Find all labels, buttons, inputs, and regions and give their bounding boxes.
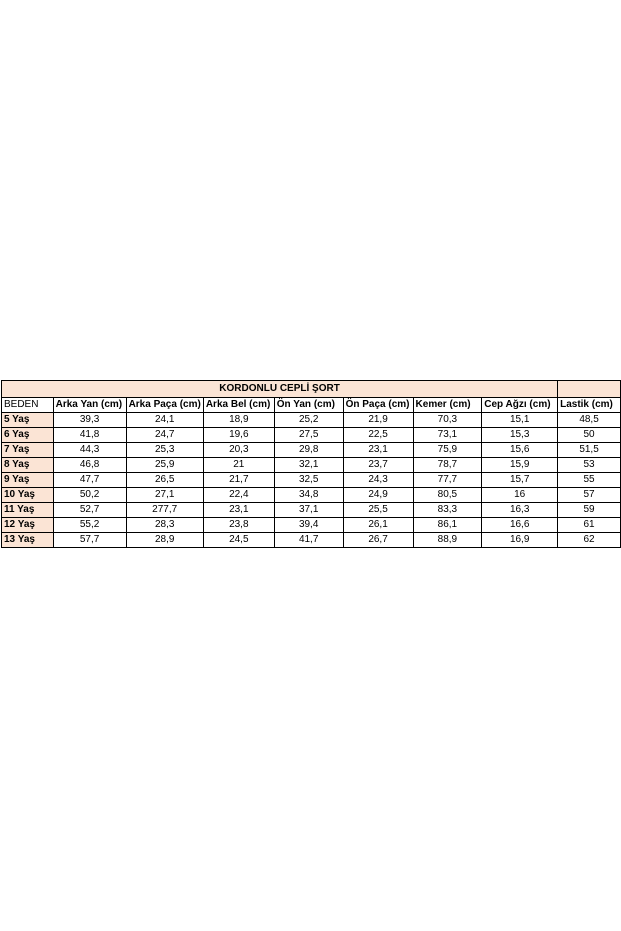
column-header: Ön Yan (cm) [274, 398, 343, 413]
measurement-cell: 23,1 [203, 503, 274, 518]
measurement-cell: 86,1 [413, 518, 482, 533]
table-row [2, 533, 621, 548]
measurement-cell: 51,5 [558, 443, 621, 458]
column-header: Arka Paça (cm) [126, 398, 203, 413]
measurement-cell: 39,3 [53, 413, 126, 428]
measurement-cell: 16,3 [482, 503, 558, 518]
measurement-cell: 55,2 [53, 518, 126, 533]
measurement-cell: 24,9 [343, 488, 413, 503]
measurement-cell: 39,4 [274, 518, 343, 533]
measurement-cell: 61 [558, 518, 621, 533]
measurement-cell: 41,8 [53, 428, 126, 443]
measurement-cell: 277,7 [126, 503, 203, 518]
size-label-cell: 13 Yaş [2, 533, 54, 548]
measurement-cell: 52,7 [53, 503, 126, 518]
table-row [2, 488, 621, 503]
measurement-cell: 23,1 [343, 443, 413, 458]
measurement-cell: 20,3 [203, 443, 274, 458]
measurement-cell: 78,7 [413, 458, 482, 473]
measurement-cell: 48,5 [558, 413, 621, 428]
table-row [2, 428, 621, 443]
measurement-cell: 32,1 [274, 458, 343, 473]
measurement-cell: 27,5 [274, 428, 343, 443]
measurement-cell: 24,5 [203, 533, 274, 548]
measurement-cell: 77,7 [413, 473, 482, 488]
measurement-cell: 25,9 [126, 458, 203, 473]
column-header: Arka Bel (cm) [203, 398, 274, 413]
table-row [2, 518, 621, 533]
measurement-cell: 19,6 [203, 428, 274, 443]
measurement-cell: 15,1 [482, 413, 558, 428]
measurement-cell: 21,7 [203, 473, 274, 488]
measurement-cell: 37,1 [274, 503, 343, 518]
table-row [2, 458, 621, 473]
measurement-cell: 26,7 [343, 533, 413, 548]
size-label-cell: 10 Yaş [2, 488, 54, 503]
measurement-cell: 22,4 [203, 488, 274, 503]
measurement-cell: 16,9 [482, 533, 558, 548]
measurement-cell: 57 [558, 488, 621, 503]
measurement-cell: 18,9 [203, 413, 274, 428]
measurement-cell: 24,3 [343, 473, 413, 488]
measurement-cell: 28,3 [126, 518, 203, 533]
column-header-size: BEDEN [2, 398, 54, 413]
size-label-cell: 7 Yaş [2, 443, 54, 458]
size-label-cell: 5 Yaş [2, 413, 54, 428]
measurement-cell: 23,8 [203, 518, 274, 533]
measurement-cell: 27,1 [126, 488, 203, 503]
table-row [2, 413, 621, 428]
measurement-cell: 75,9 [413, 443, 482, 458]
column-header: Cep Ağzı (cm) [482, 398, 558, 413]
measurement-cell: 80,5 [413, 488, 482, 503]
table-row [2, 503, 621, 518]
measurement-cell: 15,9 [482, 458, 558, 473]
measurement-cell: 41,7 [274, 533, 343, 548]
column-header: Ön Paça (cm) [343, 398, 413, 413]
size-label-cell: 11 Yaş [2, 503, 54, 518]
title-row [2, 381, 621, 398]
measurement-cell: 57,7 [53, 533, 126, 548]
measurement-cell: 22,5 [343, 428, 413, 443]
size-label-cell: 12 Yaş [2, 518, 54, 533]
measurement-cell: 83,3 [413, 503, 482, 518]
measurement-cell: 25,5 [343, 503, 413, 518]
size-label-cell: 6 Yaş [2, 428, 54, 443]
measurement-cell: 26,1 [343, 518, 413, 533]
measurement-cell: 16 [482, 488, 558, 503]
measurement-cell: 23,7 [343, 458, 413, 473]
measurement-cell: 50 [558, 428, 621, 443]
measurement-cell: 53 [558, 458, 621, 473]
measurement-cell: 34,8 [274, 488, 343, 503]
measurement-cell: 62 [558, 533, 621, 548]
table-row [2, 473, 621, 488]
measurement-cell: 70,3 [413, 413, 482, 428]
measurement-cell: 15,6 [482, 443, 558, 458]
measurement-cell: 73,1 [413, 428, 482, 443]
column-header: Arka Yan (cm) [53, 398, 126, 413]
measurement-cell: 55 [558, 473, 621, 488]
size-chart-table [1, 380, 621, 548]
measurement-cell: 50,2 [53, 488, 126, 503]
size-label-cell: 9 Yaş [2, 473, 54, 488]
measurement-cell: 59 [558, 503, 621, 518]
title-blank-cell [558, 381, 621, 398]
table-body [2, 413, 621, 548]
measurement-cell: 16,6 [482, 518, 558, 533]
measurement-cell: 46,8 [53, 458, 126, 473]
measurement-cell: 21 [203, 458, 274, 473]
column-header: Lastik (cm) [558, 398, 621, 413]
measurement-cell: 29,8 [274, 443, 343, 458]
measurement-cell: 25,3 [126, 443, 203, 458]
column-header: Kemer (cm) [413, 398, 482, 413]
size-label-cell: 8 Yaş [2, 458, 54, 473]
measurement-cell: 44,3 [53, 443, 126, 458]
table-row [2, 443, 621, 458]
measurement-cell: 88,9 [413, 533, 482, 548]
measurement-cell: 24,7 [126, 428, 203, 443]
measurement-cell: 32,5 [274, 473, 343, 488]
measurement-cell: 28,9 [126, 533, 203, 548]
measurement-cell: 24,1 [126, 413, 203, 428]
header-row [2, 398, 621, 413]
measurement-cell: 26,5 [126, 473, 203, 488]
measurement-cell: 25,2 [274, 413, 343, 428]
table-title: KORDONLU CEPLİ ŞORT [2, 381, 558, 398]
measurement-cell: 15,3 [482, 428, 558, 443]
measurement-cell: 15,7 [482, 473, 558, 488]
measurement-cell: 21,9 [343, 413, 413, 428]
measurement-cell: 47,7 [53, 473, 126, 488]
